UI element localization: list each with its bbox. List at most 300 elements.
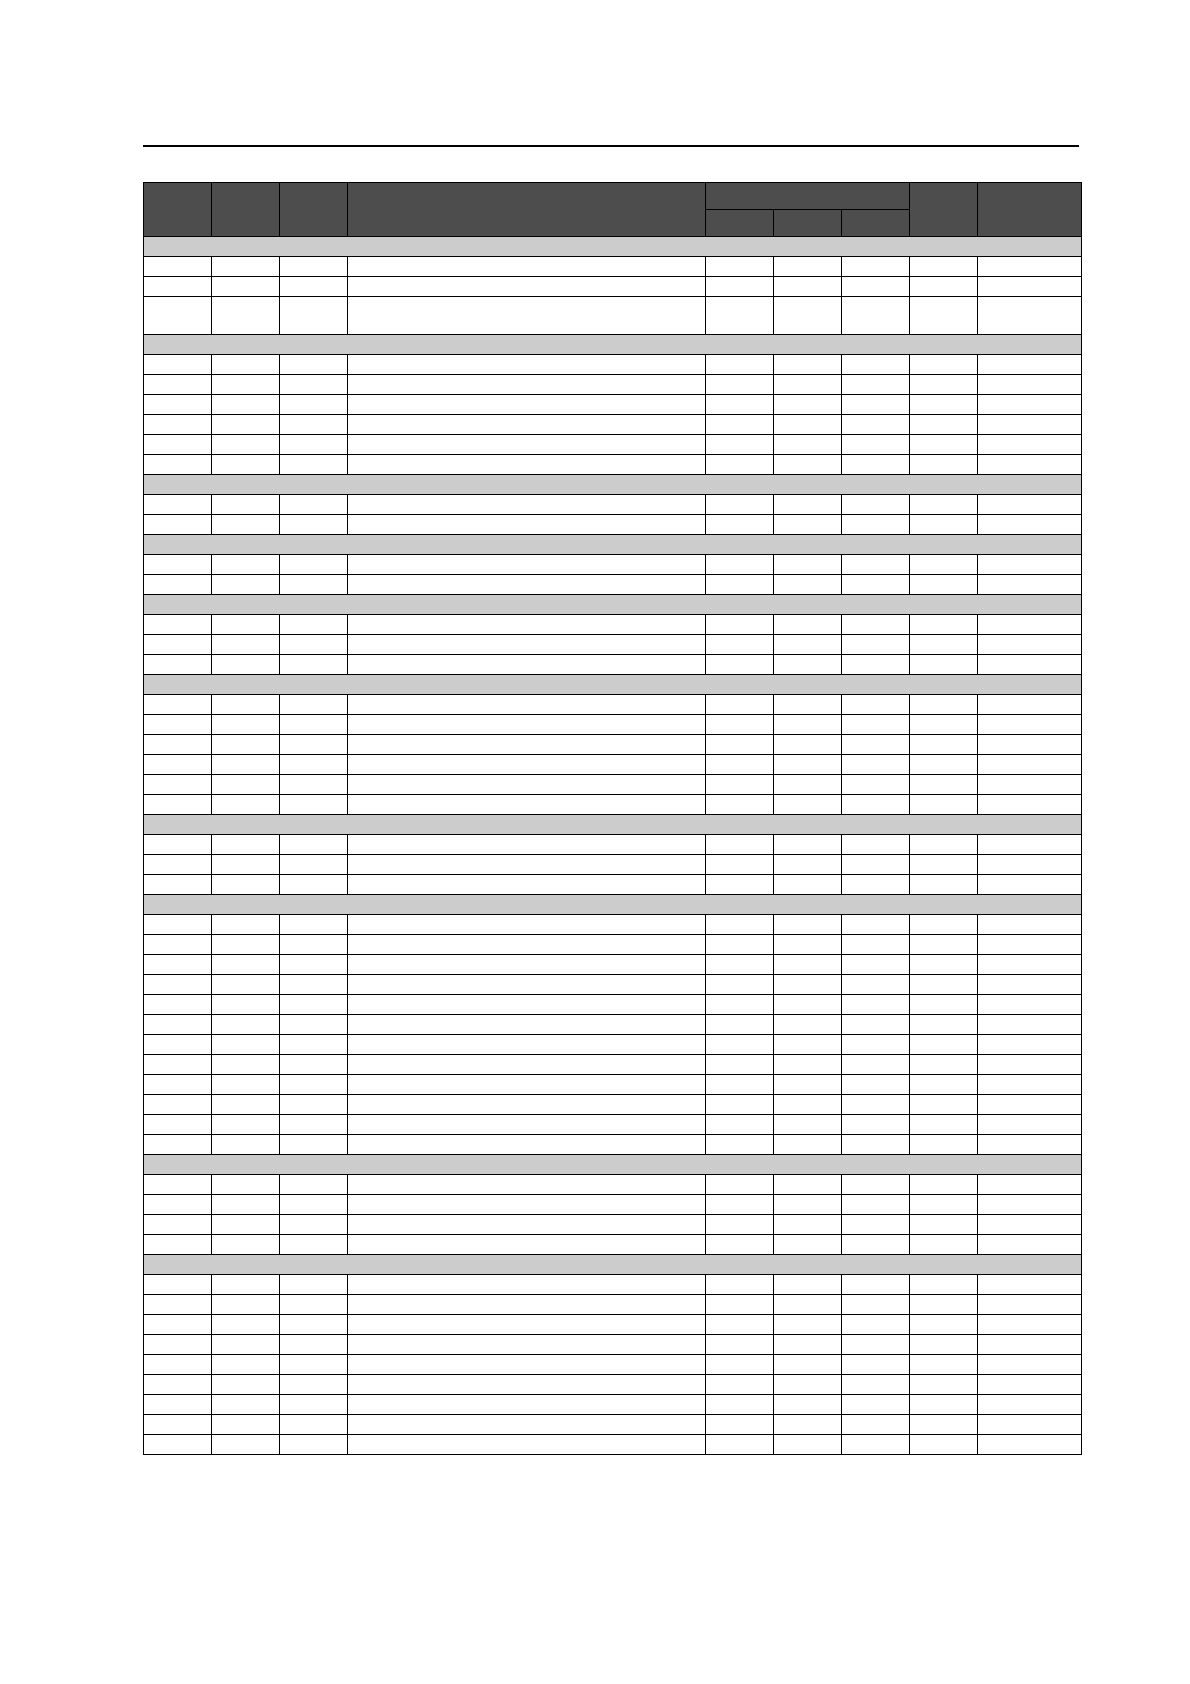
table-cell <box>348 875 706 895</box>
table-row <box>144 855 1082 875</box>
table-cell <box>280 1175 348 1195</box>
table-cell <box>910 297 978 335</box>
table-cell <box>978 875 1082 895</box>
table-cell <box>774 795 842 815</box>
table-cell <box>280 715 348 735</box>
table-cell <box>280 415 348 435</box>
table-cell <box>144 875 212 895</box>
table-cell <box>212 1435 280 1455</box>
table-cell <box>706 955 774 975</box>
section-row <box>144 1155 1082 1175</box>
table-cell <box>144 1075 212 1095</box>
table-cell <box>774 575 842 595</box>
table-cell <box>842 1275 910 1295</box>
table-cell <box>978 1055 1082 1075</box>
table-cell <box>212 1355 280 1375</box>
table-row <box>144 1035 1082 1055</box>
table-cell <box>910 555 978 575</box>
table-cell <box>348 735 706 755</box>
table-cell <box>144 1235 212 1255</box>
table-cell <box>706 455 774 475</box>
table-row <box>144 1435 1082 1455</box>
section-label <box>144 475 1082 495</box>
table-cell <box>842 395 910 415</box>
table-cell <box>348 1295 706 1315</box>
table-cell <box>212 915 280 935</box>
table-cell <box>978 615 1082 635</box>
table-cell <box>842 695 910 715</box>
table-cell <box>280 455 348 475</box>
table-cell <box>212 835 280 855</box>
table-cell <box>144 455 212 475</box>
table-cell <box>280 1095 348 1115</box>
table-cell <box>910 795 978 815</box>
table-cell <box>774 257 842 277</box>
table-cell <box>978 455 1082 475</box>
table-cell <box>842 455 910 475</box>
table-cell <box>144 1055 212 1075</box>
table-cell <box>774 1235 842 1255</box>
table-cell <box>706 1035 774 1055</box>
table-cell <box>774 995 842 1015</box>
table-cell <box>348 375 706 395</box>
table-cell <box>212 695 280 715</box>
table-cell <box>144 415 212 435</box>
table-cell <box>706 635 774 655</box>
table-cell <box>842 575 910 595</box>
table-cell <box>212 955 280 975</box>
table-row <box>144 555 1082 575</box>
table-cell <box>144 277 212 297</box>
table-cell <box>212 415 280 435</box>
table-row <box>144 635 1082 655</box>
table-cell <box>706 1375 774 1395</box>
table-cell <box>842 1095 910 1115</box>
table-cell <box>144 995 212 1015</box>
table-row <box>144 715 1082 735</box>
section-row <box>144 675 1082 695</box>
table-cell <box>280 297 348 335</box>
table-cell <box>978 835 1082 855</box>
table-cell <box>280 1435 348 1455</box>
table-cell <box>280 1395 348 1415</box>
table-cell <box>842 1335 910 1355</box>
table-cell <box>774 395 842 415</box>
table-cell <box>910 1055 978 1075</box>
section-row <box>144 595 1082 615</box>
table-cell <box>348 435 706 455</box>
section-row <box>144 895 1082 915</box>
table-cell <box>842 875 910 895</box>
table-cell <box>978 655 1082 675</box>
table-cell <box>774 875 842 895</box>
table-cell <box>774 355 842 375</box>
table-cell <box>706 575 774 595</box>
header-col-description <box>348 183 706 237</box>
table-row <box>144 277 1082 297</box>
table-cell <box>348 955 706 975</box>
table-cell <box>348 1315 706 1335</box>
table-cell <box>348 1195 706 1215</box>
table-cell <box>280 1075 348 1095</box>
table-cell <box>706 855 774 875</box>
table-cell <box>348 515 706 535</box>
table-cell <box>144 1415 212 1435</box>
table-cell <box>144 1335 212 1355</box>
table-cell <box>280 257 348 277</box>
table-cell <box>774 1335 842 1355</box>
header-rule <box>143 145 1079 147</box>
table-cell <box>978 257 1082 277</box>
table-cell <box>774 755 842 775</box>
table-cell <box>212 355 280 375</box>
table-cell <box>774 455 842 475</box>
table-cell <box>910 975 978 995</box>
table-row <box>144 1235 1082 1255</box>
table-cell <box>280 1195 348 1215</box>
table-cell <box>144 1375 212 1395</box>
table-cell <box>144 775 212 795</box>
table-cell <box>280 575 348 595</box>
table-cell <box>706 257 774 277</box>
table-row <box>144 575 1082 595</box>
table-cell <box>910 1275 978 1295</box>
table-cell <box>144 435 212 455</box>
table-cell <box>842 855 910 875</box>
table-cell <box>910 495 978 515</box>
table-cell <box>774 955 842 975</box>
table-cell <box>978 1075 1082 1095</box>
table-cell <box>280 835 348 855</box>
table-cell <box>212 755 280 775</box>
table-cell <box>144 855 212 875</box>
table-cell <box>144 695 212 715</box>
table-cell <box>842 1355 910 1375</box>
table-cell <box>280 875 348 895</box>
table-cell <box>348 1115 706 1135</box>
table-cell <box>144 755 212 775</box>
table-row <box>144 257 1082 277</box>
table-cell <box>212 575 280 595</box>
table-cell <box>706 1295 774 1315</box>
table-cell <box>144 935 212 955</box>
table-cell <box>280 1415 348 1435</box>
section-label <box>144 815 1082 835</box>
table-cell <box>978 297 1082 335</box>
table-cell <box>280 1115 348 1135</box>
table-cell <box>774 1375 842 1395</box>
table-cell <box>774 1075 842 1095</box>
table-cell <box>842 1375 910 1395</box>
table-cell <box>280 277 348 297</box>
table-cell <box>706 1335 774 1355</box>
table-row <box>144 695 1082 715</box>
table-row <box>144 955 1082 975</box>
table-cell <box>910 415 978 435</box>
table-cell <box>910 455 978 475</box>
header-col-1 <box>144 183 212 237</box>
section-row <box>144 335 1082 355</box>
table-cell <box>842 735 910 755</box>
table-cell <box>280 355 348 375</box>
table-header <box>144 183 1082 237</box>
table-row <box>144 355 1082 375</box>
table-cell <box>144 795 212 815</box>
table-cell <box>144 355 212 375</box>
table-cell <box>144 257 212 277</box>
table-cell <box>978 515 1082 535</box>
table-cell <box>144 515 212 535</box>
table-cell <box>348 635 706 655</box>
table-cell <box>910 735 978 755</box>
table-cell <box>348 615 706 635</box>
table-cell <box>774 1035 842 1055</box>
section-label <box>144 535 1082 555</box>
table-row <box>144 995 1082 1015</box>
table-cell <box>978 775 1082 795</box>
table-cell <box>144 1195 212 1215</box>
table-cell <box>910 1435 978 1455</box>
table-cell <box>212 515 280 535</box>
table-cell <box>978 1175 1082 1195</box>
table-cell <box>978 1335 1082 1355</box>
table-cell <box>842 1035 910 1055</box>
table-cell <box>978 1395 1082 1415</box>
table-cell <box>144 1035 212 1055</box>
table-cell <box>706 1395 774 1415</box>
table-cell <box>842 1315 910 1335</box>
table-cell <box>144 555 212 575</box>
section-label <box>144 595 1082 615</box>
table-cell <box>910 1075 978 1095</box>
table-cell <box>706 1355 774 1375</box>
table-cell <box>842 257 910 277</box>
table-cell <box>978 1015 1082 1035</box>
table-cell <box>978 635 1082 655</box>
table-cell <box>706 435 774 455</box>
table-cell <box>842 495 910 515</box>
table-cell <box>774 655 842 675</box>
table-cell <box>212 555 280 575</box>
table-cell <box>774 775 842 795</box>
table-cell <box>910 575 978 595</box>
table-cell <box>910 515 978 535</box>
table-cell <box>280 1335 348 1355</box>
table-row <box>144 795 1082 815</box>
table-cell <box>348 1215 706 1235</box>
table-cell <box>842 975 910 995</box>
table-cell <box>706 1195 774 1215</box>
table-cell <box>706 1175 774 1195</box>
table-cell <box>910 1355 978 1375</box>
table-cell <box>978 995 1082 1015</box>
table-cell <box>706 415 774 435</box>
table-cell <box>774 1175 842 1195</box>
table-cell <box>280 1055 348 1075</box>
table-cell <box>842 995 910 1015</box>
table-cell <box>842 1175 910 1195</box>
table-cell <box>348 995 706 1015</box>
table-cell <box>774 277 842 297</box>
header-col-2 <box>212 183 280 237</box>
table-cell <box>280 635 348 655</box>
table-row <box>144 455 1082 475</box>
table-cell <box>348 1415 706 1435</box>
table-cell <box>978 555 1082 575</box>
table-cell <box>978 375 1082 395</box>
table-cell <box>842 635 910 655</box>
table-cell <box>706 995 774 1015</box>
table-cell <box>280 495 348 515</box>
table-row <box>144 1055 1082 1075</box>
table-cell <box>706 395 774 415</box>
table-cell <box>212 775 280 795</box>
table-cell <box>842 1075 910 1095</box>
table-cell <box>280 375 348 395</box>
table-row <box>144 1335 1082 1355</box>
table-cell <box>144 395 212 415</box>
table-cell <box>280 915 348 935</box>
table-cell <box>910 1115 978 1135</box>
table-cell <box>212 855 280 875</box>
table-cell <box>910 1175 978 1195</box>
table-cell <box>774 835 842 855</box>
table-cell <box>212 1415 280 1435</box>
table-cell <box>212 1215 280 1235</box>
table-cell <box>348 415 706 435</box>
section-row <box>144 815 1082 835</box>
table-cell <box>348 835 706 855</box>
table-cell <box>212 1055 280 1075</box>
table-row <box>144 835 1082 855</box>
table-cell <box>774 1055 842 1075</box>
table-cell <box>910 1395 978 1415</box>
table-cell <box>212 257 280 277</box>
table-cell <box>774 555 842 575</box>
table-cell <box>706 277 774 297</box>
table-cell <box>348 1275 706 1295</box>
table-cell <box>348 975 706 995</box>
table-cell <box>774 375 842 395</box>
table-cell <box>212 277 280 297</box>
table-cell <box>978 695 1082 715</box>
table-cell <box>212 1195 280 1215</box>
table-cell <box>842 355 910 375</box>
table-cell <box>978 1235 1082 1255</box>
table-cell <box>144 1135 212 1155</box>
table-row <box>144 735 1082 755</box>
table-cell <box>144 1395 212 1415</box>
header-sub-1 <box>706 210 774 237</box>
table-cell <box>978 435 1082 455</box>
table-cell <box>144 915 212 935</box>
table-cell <box>774 1395 842 1415</box>
table-row <box>144 1415 1082 1435</box>
table-cell <box>978 1295 1082 1315</box>
table-cell <box>144 297 212 335</box>
table-cell <box>706 835 774 855</box>
table-cell <box>348 1095 706 1115</box>
table-cell <box>212 1315 280 1335</box>
data-table <box>143 182 1082 1455</box>
table-cell <box>774 1215 842 1235</box>
table-cell <box>706 875 774 895</box>
table-cell <box>706 1015 774 1035</box>
table-cell <box>144 955 212 975</box>
table-cell <box>280 995 348 1015</box>
table-cell <box>842 1415 910 1435</box>
table-row <box>144 775 1082 795</box>
table-row <box>144 1315 1082 1335</box>
table-cell <box>842 1195 910 1215</box>
table-cell <box>842 755 910 775</box>
table-cell <box>842 415 910 435</box>
table-cell <box>978 975 1082 995</box>
table-cell <box>842 375 910 395</box>
table-cell <box>978 1435 1082 1455</box>
table-row <box>144 395 1082 415</box>
table-cell <box>910 1015 978 1035</box>
table-cell <box>842 435 910 455</box>
table-cell <box>706 1055 774 1075</box>
table-cell <box>144 1215 212 1235</box>
table-cell <box>910 955 978 975</box>
table-cell <box>706 775 774 795</box>
table-cell <box>144 495 212 515</box>
table-cell <box>706 1315 774 1335</box>
table-cell <box>212 1175 280 1195</box>
table-cell <box>978 1135 1082 1155</box>
table-cell <box>212 975 280 995</box>
table-cell <box>348 855 706 875</box>
table-cell <box>706 1415 774 1435</box>
section-label <box>144 675 1082 695</box>
table-cell <box>212 455 280 475</box>
table-row <box>144 415 1082 435</box>
table-cell <box>842 1015 910 1035</box>
table-cell <box>910 1315 978 1335</box>
table-cell <box>280 1235 348 1255</box>
header-col-9 <box>978 183 1082 237</box>
table-cell <box>706 1095 774 1115</box>
table-cell <box>706 1115 774 1135</box>
table-cell <box>842 835 910 855</box>
table-cell <box>280 1295 348 1315</box>
table-row <box>144 1295 1082 1315</box>
table-cell <box>348 1175 706 1195</box>
table-cell <box>212 615 280 635</box>
table-cell <box>280 775 348 795</box>
table-cell <box>910 375 978 395</box>
header-col-3 <box>280 183 348 237</box>
table-cell <box>774 735 842 755</box>
table-cell <box>706 1075 774 1095</box>
table-cell <box>144 1015 212 1035</box>
section-label <box>144 1255 1082 1275</box>
table-cell <box>280 395 348 415</box>
table-cell <box>348 935 706 955</box>
table-cell <box>774 695 842 715</box>
table-cell <box>280 755 348 775</box>
table-cell <box>706 515 774 535</box>
table-cell <box>144 635 212 655</box>
table-cell <box>978 1415 1082 1435</box>
table-cell <box>978 935 1082 955</box>
table-cell <box>774 435 842 455</box>
table-cell <box>212 1395 280 1415</box>
table-cell <box>978 1275 1082 1295</box>
table-row <box>144 915 1082 935</box>
